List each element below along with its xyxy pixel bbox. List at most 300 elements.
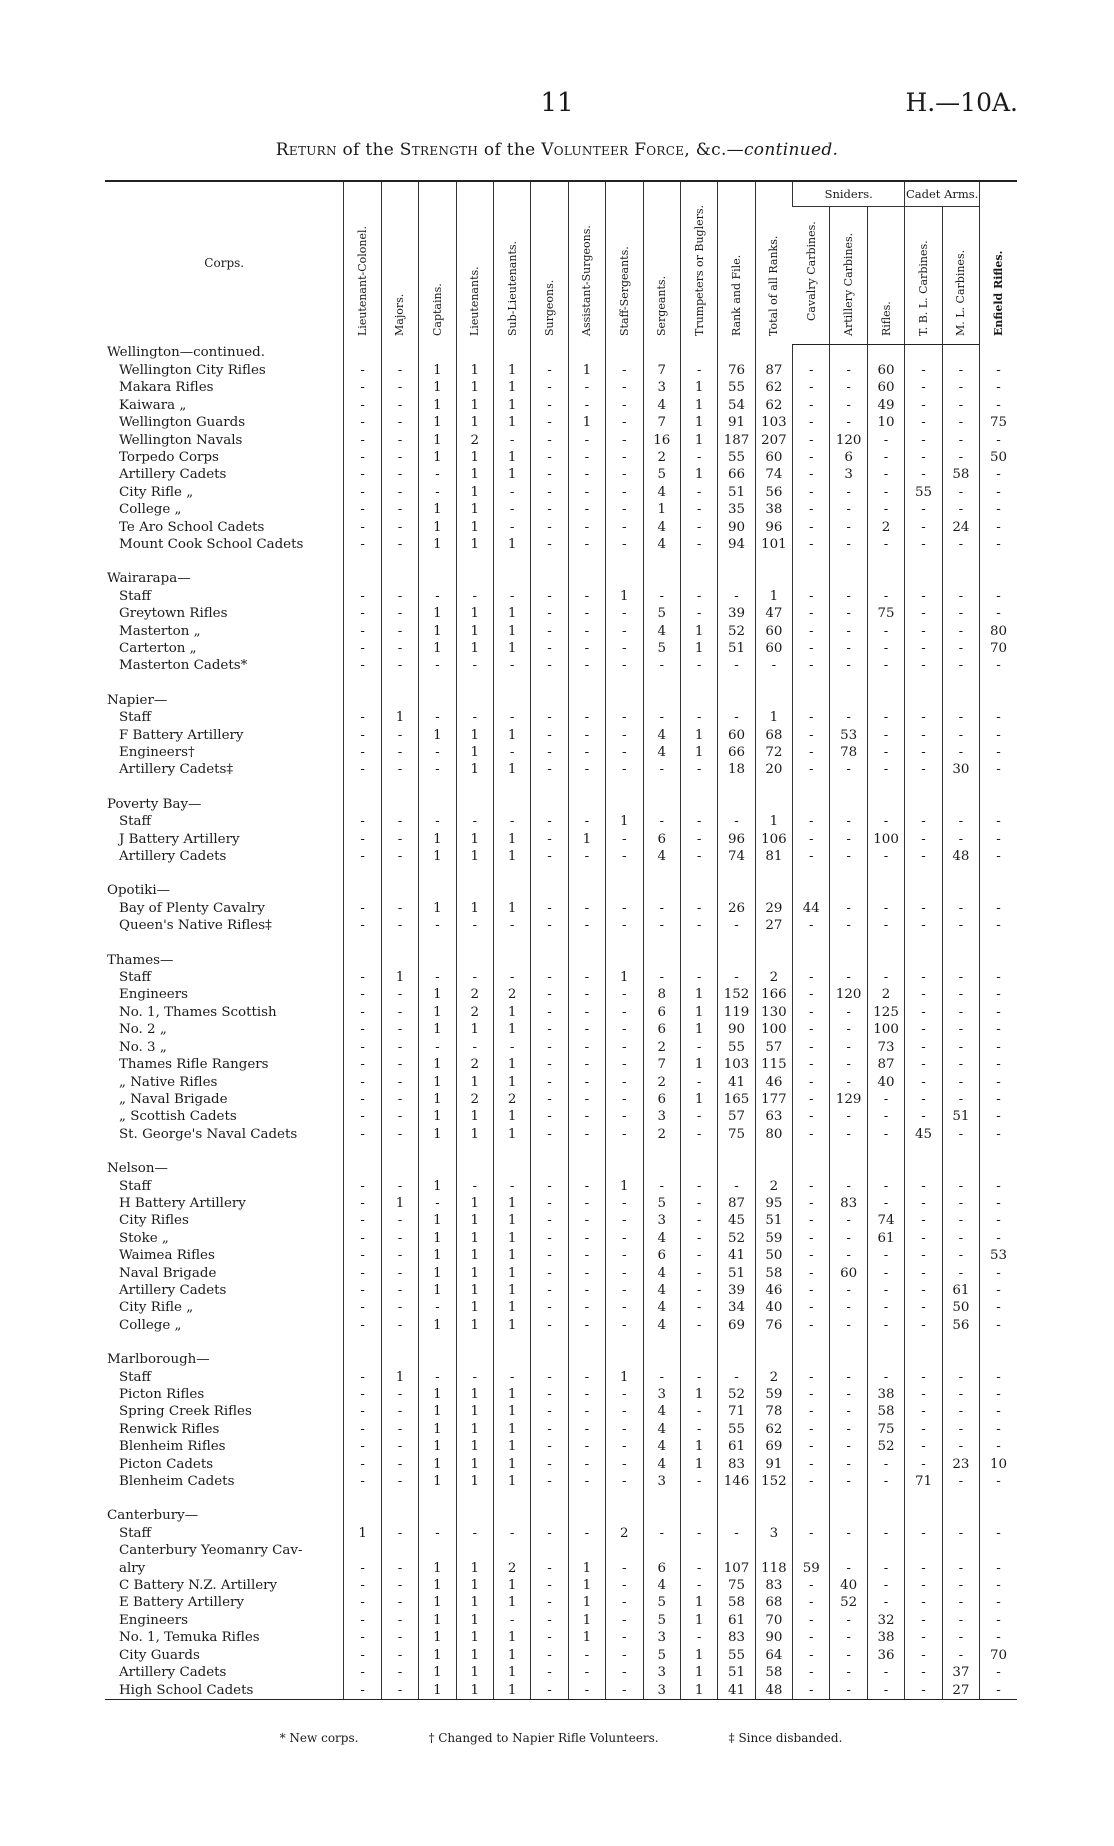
empty-cell xyxy=(867,779,904,796)
value-cell: - xyxy=(830,1178,867,1195)
value-cell: - xyxy=(980,484,1017,501)
value-cell: - xyxy=(793,1299,830,1316)
value-cell: - xyxy=(680,1195,717,1212)
value-cell: - xyxy=(830,657,867,674)
value-cell: - xyxy=(680,1629,717,1646)
value-cell: 1 xyxy=(456,1265,493,1282)
region-name: Wellington—continued. xyxy=(107,345,265,361)
value-cell: 1 xyxy=(493,1629,530,1646)
value-cell: - xyxy=(980,519,1017,536)
value-cell: 74 xyxy=(755,466,792,483)
value-cell: - xyxy=(793,744,830,761)
value-cell: 103 xyxy=(718,1056,755,1073)
value-cell xyxy=(381,1351,418,1368)
value-cell: - xyxy=(793,1647,830,1664)
value-cell: - xyxy=(606,1195,643,1212)
value-cell: 51 xyxy=(718,1265,755,1282)
value-cell: - xyxy=(793,1386,830,1403)
value-cell xyxy=(942,1542,979,1559)
value-cell: 1 xyxy=(419,1386,456,1403)
value-cell xyxy=(344,692,381,709)
value-cell: 16 xyxy=(643,432,680,449)
value-cell: 4 xyxy=(643,1299,680,1316)
value-cell: - xyxy=(680,1282,717,1299)
value-cell: - xyxy=(568,1126,605,1143)
value-cell xyxy=(830,570,867,587)
value-cell: 1 xyxy=(456,397,493,414)
corps-name: Engineers xyxy=(119,987,188,1003)
empty-cell xyxy=(942,553,979,570)
value-cell xyxy=(980,1542,1017,1559)
value-cell: - xyxy=(344,831,381,848)
region-name: Wairarapa— xyxy=(107,571,191,587)
table-row xyxy=(105,709,1017,726)
value-cell: - xyxy=(606,1039,643,1056)
empty-cell xyxy=(105,1143,344,1160)
empty-cell xyxy=(755,1334,792,1351)
table-row xyxy=(105,1560,1017,1577)
value-cell: - xyxy=(344,1282,381,1299)
value-cell xyxy=(905,344,942,362)
value-cell: - xyxy=(344,1438,381,1455)
value-cell: - xyxy=(531,1247,568,1264)
value-cell: 48 xyxy=(942,848,979,865)
value-cell: - xyxy=(980,1560,1017,1577)
col-header-label: Sub-Lieutenants. xyxy=(505,240,519,336)
value-cell: 1 xyxy=(419,1230,456,1247)
value-cell xyxy=(680,692,717,709)
value-cell: - xyxy=(606,1647,643,1664)
value-cell xyxy=(456,344,493,362)
empty-cell xyxy=(456,1334,493,1351)
corps-name: Wellington Guards xyxy=(119,415,246,431)
table-row xyxy=(105,1056,1017,1073)
value-cell: 23 xyxy=(942,1456,979,1473)
value-cell: - xyxy=(867,1247,904,1264)
spacer-row xyxy=(105,779,1017,796)
value-cell: - xyxy=(905,1525,942,1542)
value-cell: 1 xyxy=(456,831,493,848)
value-cell: - xyxy=(531,414,568,431)
value-cell: - xyxy=(568,379,605,396)
value-cell: - xyxy=(905,1456,942,1473)
empty-cell xyxy=(980,865,1017,882)
value-cell: 18 xyxy=(718,761,755,778)
value-cell: - xyxy=(381,1577,418,1594)
value-cell: 68 xyxy=(755,727,792,744)
value-cell: - xyxy=(905,813,942,830)
value-cell xyxy=(718,1542,755,1559)
value-cell: - xyxy=(344,1212,381,1229)
col-header xyxy=(830,207,867,345)
corps-name: Greytown Rifles xyxy=(119,606,228,622)
value-cell: - xyxy=(942,1021,979,1038)
value-cell: - xyxy=(381,1074,418,1091)
value-cell: - xyxy=(531,1369,568,1386)
value-cell: - xyxy=(344,536,381,553)
value-cell xyxy=(980,1351,1017,1368)
value-cell: - xyxy=(531,1456,568,1473)
value-cell: - xyxy=(905,1074,942,1091)
value-cell: - xyxy=(344,379,381,396)
empty-cell xyxy=(980,935,1017,952)
value-cell: - xyxy=(344,1230,381,1247)
value-cell: - xyxy=(942,1056,979,1073)
empty-cell xyxy=(980,1334,1017,1351)
empty-cell xyxy=(568,779,605,796)
value-cell: 10 xyxy=(980,1456,1017,1473)
value-cell: - xyxy=(419,969,456,986)
value-cell: - xyxy=(531,466,568,483)
value-cell: - xyxy=(531,536,568,553)
title-word: continued. xyxy=(743,140,839,160)
empty-cell xyxy=(830,1334,867,1351)
value-cell: - xyxy=(568,432,605,449)
value-cell: - xyxy=(718,1369,755,1386)
value-cell: 115 xyxy=(755,1056,792,1073)
value-cell: 1 xyxy=(493,848,530,865)
empty-cell xyxy=(456,865,493,882)
value-cell: 1 xyxy=(419,1108,456,1125)
value-cell: - xyxy=(606,484,643,501)
empty-cell xyxy=(419,675,456,692)
value-cell: - xyxy=(905,900,942,917)
value-cell: - xyxy=(493,432,530,449)
value-cell: 1 xyxy=(456,1108,493,1125)
value-cell: 57 xyxy=(718,1108,755,1125)
value-cell: - xyxy=(381,1456,418,1473)
value-cell: - xyxy=(568,969,605,986)
empty-cell xyxy=(531,1334,568,1351)
value-cell: - xyxy=(980,1403,1017,1420)
col-header xyxy=(942,207,979,345)
value-cell: 1 xyxy=(493,536,530,553)
value-cell: 1 xyxy=(456,1212,493,1229)
value-cell: - xyxy=(867,1369,904,1386)
table-row xyxy=(105,1195,1017,1212)
value-cell: 76 xyxy=(718,362,755,379)
col-header-label: M. L. Carbines. xyxy=(954,249,968,336)
value-cell: - xyxy=(680,519,717,536)
value-cell: 1 xyxy=(456,1195,493,1212)
value-cell: - xyxy=(606,1594,643,1611)
empty-cell xyxy=(606,935,643,952)
value-cell: - xyxy=(867,709,904,726)
corps-name: „ Naval Brigade xyxy=(119,1091,228,1107)
value-cell: - xyxy=(793,519,830,536)
value-cell xyxy=(493,570,530,587)
value-cell xyxy=(456,796,493,813)
value-cell: 1 xyxy=(568,1594,605,1611)
value-cell xyxy=(867,570,904,587)
value-cell: 47 xyxy=(755,605,792,622)
value-cell: - xyxy=(531,1403,568,1420)
value-cell: - xyxy=(867,900,904,917)
value-cell: - xyxy=(793,986,830,1003)
value-cell: - xyxy=(830,1369,867,1386)
value-cell: 1 xyxy=(493,1212,530,1229)
col-header xyxy=(381,181,418,344)
value-cell: - xyxy=(531,640,568,657)
value-cell: - xyxy=(606,1386,643,1403)
value-cell: - xyxy=(942,623,979,640)
value-cell: - xyxy=(419,744,456,761)
empty-cell xyxy=(568,1334,605,1351)
value-cell: 1 xyxy=(381,969,418,986)
value-cell: - xyxy=(942,1560,979,1577)
empty-cell xyxy=(867,675,904,692)
value-cell: - xyxy=(793,1438,830,1455)
value-cell: 1 xyxy=(755,813,792,830)
value-cell: 1 xyxy=(493,1247,530,1264)
col-header xyxy=(344,181,381,344)
corps-name: College „ xyxy=(119,1317,182,1333)
corps-name: Artillery Cadets xyxy=(119,1282,227,1298)
value-cell: - xyxy=(830,379,867,396)
value-cell xyxy=(867,882,904,899)
value-cell: - xyxy=(980,969,1017,986)
value-cell: - xyxy=(905,1247,942,1264)
value-cell: - xyxy=(531,432,568,449)
value-cell: - xyxy=(905,623,942,640)
corps-name: „ Native Rifles xyxy=(119,1074,218,1090)
value-cell: - xyxy=(867,536,904,553)
value-cell xyxy=(419,952,456,969)
empty-cell xyxy=(568,1490,605,1507)
value-cell: 1 xyxy=(456,640,493,657)
value-cell: - xyxy=(905,1212,942,1229)
empty-cell xyxy=(718,553,755,570)
corps-name: Kaiwara „ xyxy=(119,397,187,413)
empty-cell xyxy=(755,553,792,570)
value-cell: 87 xyxy=(867,1056,904,1073)
value-cell: 1 xyxy=(568,831,605,848)
value-cell: - xyxy=(381,362,418,379)
value-cell: - xyxy=(942,605,979,622)
value-cell: - xyxy=(381,432,418,449)
value-cell: - xyxy=(980,1074,1017,1091)
value-cell: - xyxy=(568,744,605,761)
value-cell: - xyxy=(344,1126,381,1143)
value-cell: - xyxy=(942,1594,979,1611)
value-cell xyxy=(793,570,830,587)
value-cell: 61 xyxy=(867,1230,904,1247)
value-cell: - xyxy=(793,1091,830,1108)
value-cell: 1 xyxy=(419,1403,456,1420)
value-cell: 87 xyxy=(718,1195,755,1212)
value-cell: 2 xyxy=(755,1369,792,1386)
value-cell: - xyxy=(531,623,568,640)
value-cell: - xyxy=(531,900,568,917)
value-cell: - xyxy=(793,969,830,986)
value-cell: 4 xyxy=(643,484,680,501)
value-cell: - xyxy=(905,640,942,657)
value-cell: - xyxy=(381,986,418,1003)
value-cell: - xyxy=(381,1299,418,1316)
value-cell: 1 xyxy=(493,1664,530,1681)
value-cell: - xyxy=(905,588,942,605)
value-cell: - xyxy=(568,1039,605,1056)
empty-cell xyxy=(381,553,418,570)
empty-cell xyxy=(643,1143,680,1160)
value-cell xyxy=(456,570,493,587)
value-cell: - xyxy=(419,917,456,934)
value-cell: - xyxy=(793,709,830,726)
value-cell: 1 xyxy=(456,1560,493,1577)
value-cell: - xyxy=(830,1560,867,1577)
value-cell: 1 xyxy=(344,1525,381,1542)
value-cell: - xyxy=(381,1004,418,1021)
empty-cell xyxy=(718,865,755,882)
col-header-label: Rifles. xyxy=(879,300,893,336)
value-cell: - xyxy=(830,1456,867,1473)
value-cell: - xyxy=(606,501,643,518)
value-cell: - xyxy=(942,379,979,396)
value-cell: 1 xyxy=(456,362,493,379)
empty-cell xyxy=(105,1334,344,1351)
value-cell: - xyxy=(419,1299,456,1316)
value-cell: - xyxy=(531,1230,568,1247)
corps-name: No. 3 „ xyxy=(119,1039,167,1055)
value-cell xyxy=(718,692,755,709)
col-header-label: Captains. xyxy=(430,283,444,336)
value-cell: - xyxy=(867,657,904,674)
value-cell: 39 xyxy=(718,605,755,622)
value-cell xyxy=(456,1542,493,1559)
corps-name: Torpedo Corps xyxy=(119,449,219,465)
corps-name: Wellington City Rifles xyxy=(119,362,266,378)
value-cell: 71 xyxy=(905,1473,942,1490)
value-cell: - xyxy=(381,605,418,622)
value-cell: - xyxy=(531,1647,568,1664)
value-cell: 5 xyxy=(643,1612,680,1629)
value-cell: 80 xyxy=(980,623,1017,640)
empty-cell xyxy=(419,865,456,882)
value-cell: - xyxy=(643,657,680,674)
empty-cell xyxy=(493,1490,530,1507)
value-cell: - xyxy=(830,900,867,917)
value-cell: - xyxy=(381,397,418,414)
value-cell: - xyxy=(905,414,942,431)
value-cell: 1 xyxy=(419,432,456,449)
empty-cell xyxy=(456,779,493,796)
value-cell: - xyxy=(381,1178,418,1195)
value-cell: 52 xyxy=(718,623,755,640)
value-cell xyxy=(980,882,1017,899)
value-cell: 71 xyxy=(718,1403,755,1420)
value-cell: - xyxy=(568,657,605,674)
value-cell xyxy=(867,952,904,969)
value-cell: 1 xyxy=(419,1560,456,1577)
value-cell: - xyxy=(568,1282,605,1299)
corps-name: Picton Rifles xyxy=(119,1387,205,1403)
value-cell: 58 xyxy=(718,1594,755,1611)
empty-cell xyxy=(568,675,605,692)
value-cell: - xyxy=(980,1039,1017,1056)
value-cell: - xyxy=(680,1212,717,1229)
empty-cell xyxy=(830,1143,867,1160)
value-cell: - xyxy=(942,1525,979,1542)
empty-cell xyxy=(344,1490,381,1507)
value-cell xyxy=(531,692,568,709)
value-cell: 24 xyxy=(942,519,979,536)
corps-name: City Rifle „ xyxy=(119,1300,194,1316)
value-cell: - xyxy=(942,1473,979,1490)
empty-cell xyxy=(942,1143,979,1160)
value-cell: - xyxy=(419,1039,456,1056)
value-cell: 1 xyxy=(456,605,493,622)
value-cell: - xyxy=(830,1247,867,1264)
value-cell: 61 xyxy=(942,1282,979,1299)
empty-cell xyxy=(980,675,1017,692)
value-cell: 2 xyxy=(867,986,904,1003)
value-cell: - xyxy=(980,1438,1017,1455)
empty-cell xyxy=(793,1334,830,1351)
corps-name: H Battery Artillery xyxy=(119,1195,246,1211)
value-cell: - xyxy=(381,1629,418,1646)
value-cell xyxy=(867,1542,904,1559)
value-cell: 57 xyxy=(755,1039,792,1056)
value-cell: - xyxy=(942,1647,979,1664)
value-cell: - xyxy=(867,1265,904,1282)
table-row xyxy=(105,1629,1017,1646)
value-cell: - xyxy=(680,1421,717,1438)
corps-name: Staff xyxy=(119,970,152,986)
value-cell xyxy=(606,1351,643,1368)
corps-name: St. George's Naval Cadets xyxy=(119,1126,298,1142)
value-cell: - xyxy=(381,831,418,848)
value-cell xyxy=(793,952,830,969)
value-cell: 55 xyxy=(718,1421,755,1438)
value-cell: - xyxy=(344,986,381,1003)
region-row xyxy=(105,692,1017,709)
table-row xyxy=(105,1421,1017,1438)
value-cell: - xyxy=(643,588,680,605)
value-cell xyxy=(680,952,717,969)
value-cell: 75 xyxy=(867,605,904,622)
value-cell: 5 xyxy=(643,466,680,483)
value-cell: 5 xyxy=(643,1594,680,1611)
value-cell: 1 xyxy=(456,1577,493,1594)
value-cell: 1 xyxy=(493,831,530,848)
value-cell: - xyxy=(643,761,680,778)
empty-cell xyxy=(381,1143,418,1160)
empty-cell xyxy=(419,935,456,952)
value-cell: - xyxy=(568,1212,605,1229)
value-cell: - xyxy=(344,813,381,830)
value-cell: 1 xyxy=(493,1594,530,1611)
value-cell: - xyxy=(867,1456,904,1473)
value-cell: - xyxy=(905,1004,942,1021)
value-cell: 2 xyxy=(867,519,904,536)
value-cell: - xyxy=(830,605,867,622)
value-cell: 48 xyxy=(755,1682,792,1700)
empty-cell xyxy=(905,935,942,952)
value-cell: - xyxy=(381,1473,418,1490)
value-cell: - xyxy=(793,1265,830,1282)
value-cell: - xyxy=(568,466,605,483)
value-cell: 10 xyxy=(867,414,904,431)
value-cell: - xyxy=(493,588,530,605)
value-cell: - xyxy=(942,917,979,934)
value-cell: 1 xyxy=(680,379,717,396)
value-cell: 1 xyxy=(419,1612,456,1629)
value-cell: 3 xyxy=(643,379,680,396)
value-cell: - xyxy=(980,1021,1017,1038)
corps-name: Canterbury Yeomanry Cav- xyxy=(119,1543,303,1559)
value-cell: - xyxy=(830,1230,867,1247)
empty-cell xyxy=(867,1143,904,1160)
